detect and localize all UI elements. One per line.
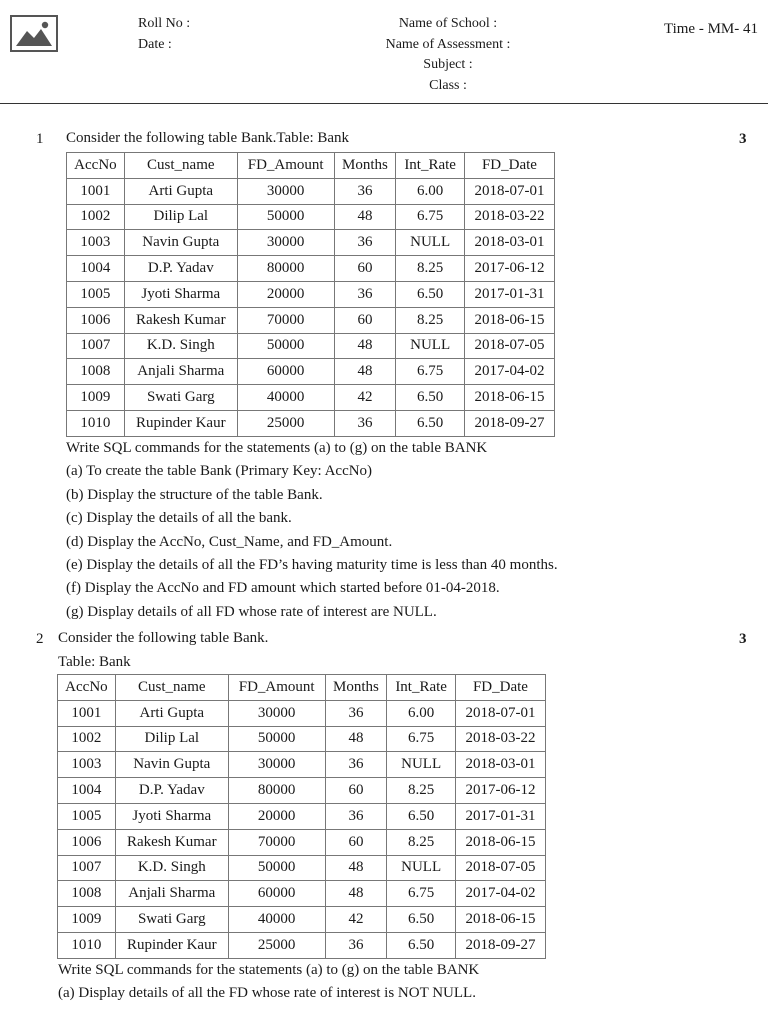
table-row — [67, 333, 555, 359]
table-cell: 48 — [334, 359, 396, 385]
table-cell: 1005 — [58, 803, 116, 829]
table-cell: 60 — [334, 307, 396, 333]
table-cell: 1004 — [58, 778, 116, 804]
date-label: Date : — [138, 37, 172, 52]
table-cell: 42 — [325, 907, 387, 933]
roll-no-label: Roll No : — [138, 16, 191, 31]
table-cell: Navin Gupta — [124, 230, 237, 256]
table-cell: 1001 — [58, 700, 116, 726]
table-cell: 60000 — [237, 359, 334, 385]
table-cell: 1001 — [67, 178, 125, 204]
column-header: FD_Date — [464, 153, 554, 179]
table-cell: Rakesh Kumar — [124, 307, 237, 333]
table-cell: NULL — [387, 855, 456, 881]
table-row — [67, 178, 555, 204]
table-cell: 2018-06-15 — [464, 385, 554, 411]
table-row — [58, 803, 546, 829]
column-header: AccNo — [67, 153, 125, 179]
table-row — [58, 829, 546, 855]
table-cell: 1010 — [58, 932, 116, 958]
table-row — [58, 778, 546, 804]
table-cell: 1003 — [58, 752, 116, 778]
table-cell: 48 — [325, 726, 387, 752]
table-cell: 48 — [325, 855, 387, 881]
table-cell: 6.50 — [396, 385, 465, 411]
table-cell: 8.25 — [396, 256, 465, 282]
table-cell: 6.50 — [396, 410, 465, 436]
table-cell: Arti Gupta — [115, 700, 228, 726]
table-cell: 80000 — [228, 778, 325, 804]
table-cell: 2018-06-15 — [464, 307, 554, 333]
table-cell: Rakesh Kumar — [115, 829, 228, 855]
table-cell: Swati Garg — [115, 907, 228, 933]
table-cell: Swati Garg — [124, 385, 237, 411]
bank-table — [57, 674, 546, 959]
table-cell: 36 — [325, 932, 387, 958]
table-cell: 2018-07-01 — [464, 178, 554, 204]
table-cell: 70000 — [237, 307, 334, 333]
table-cell: 50000 — [237, 333, 334, 359]
table-row — [67, 410, 555, 436]
table-cell: 60000 — [228, 881, 325, 907]
table-cell: 8.25 — [387, 778, 456, 804]
table-cell: Navin Gupta — [115, 752, 228, 778]
table-cell: Rupinder Kaur — [124, 410, 237, 436]
column-header: Cust_name — [115, 675, 228, 701]
statements-list — [58, 959, 479, 1006]
table-cell: 6.50 — [387, 803, 456, 829]
bank-table — [66, 152, 555, 437]
question-number: 1 — [36, 131, 44, 147]
column-header: FD_Date — [455, 675, 545, 701]
table-cell: 25000 — [228, 932, 325, 958]
table-cell: 1008 — [67, 359, 125, 385]
table-cell: 1009 — [58, 907, 116, 933]
table-cell: 2018-03-22 — [455, 726, 545, 752]
table-cell: 2017-04-02 — [455, 881, 545, 907]
table-cell: K.D. Singh — [115, 855, 228, 881]
table-cell: 1007 — [67, 333, 125, 359]
table-cell: 2018-09-27 — [455, 932, 545, 958]
table-cell: 36 — [325, 700, 387, 726]
column-header: Int_Rate — [387, 675, 456, 701]
table-row — [58, 752, 546, 778]
table-cell: 2017-01-31 — [455, 803, 545, 829]
table-cell: 48 — [334, 333, 396, 359]
table-cell: 6.75 — [396, 359, 465, 385]
table-cell: K.D. Singh — [124, 333, 237, 359]
table-cell: 1004 — [67, 256, 125, 282]
table-cell: 6.50 — [387, 907, 456, 933]
table-row — [58, 932, 546, 958]
table-cell: 60 — [325, 778, 387, 804]
table-cell: 2018-07-05 — [464, 333, 554, 359]
table-cell: 6.75 — [387, 726, 456, 752]
table-row — [67, 359, 555, 385]
table-cell: 20000 — [237, 281, 334, 307]
table-cell: 2018-06-15 — [455, 829, 545, 855]
table-cell: 60 — [334, 256, 396, 282]
column-header: Months — [334, 153, 396, 179]
table-cell: NULL — [396, 333, 465, 359]
table-cell: 2018-03-01 — [455, 752, 545, 778]
question-intro: Consider the following table Bank. — [58, 630, 269, 646]
table-caption: Table: Bank — [58, 654, 131, 670]
table-cell: 1010 — [67, 410, 125, 436]
table-cell: 8.25 — [396, 307, 465, 333]
table-row — [67, 204, 555, 230]
table-cell: 42 — [334, 385, 396, 411]
table-row — [67, 281, 555, 307]
class-label: Class : — [429, 78, 467, 93]
table-row — [67, 385, 555, 411]
table-cell: NULL — [396, 230, 465, 256]
table-cell: 2018-09-27 — [464, 410, 554, 436]
statement-line: (e) Display the details of all the FD’s having maturity time is less than 40 months. — [66, 557, 558, 574]
column-header: Months — [325, 675, 387, 701]
table-cell: 6.00 — [387, 700, 456, 726]
table-cell: 1009 — [67, 385, 125, 411]
table-cell: 6.75 — [387, 881, 456, 907]
table-cell: 1005 — [67, 281, 125, 307]
column-header: AccNo — [58, 675, 116, 701]
table-cell: 36 — [334, 410, 396, 436]
table-cell: Anjali Sharma — [124, 359, 237, 385]
table-cell: D.P. Yadav — [115, 778, 228, 804]
column-header: FD_Amount — [237, 153, 334, 179]
statement-line: (f) Display the AccNo and FD amount which started before 01-04-2018. — [66, 580, 500, 597]
table-cell: 2018-07-05 — [455, 855, 545, 881]
question-intro: Consider the following table Bank.Table: Bank — [66, 130, 350, 146]
table-cell: 8.25 — [387, 829, 456, 855]
table-cell: 25000 — [237, 410, 334, 436]
column-header: Cust_name — [124, 153, 237, 179]
table-cell: Jyoti Sharma — [115, 803, 228, 829]
subject-label: Subject : — [423, 57, 473, 72]
table-cell: 36 — [334, 230, 396, 256]
statement-line: (g) Display details of all FD whose rate of interest are NULL. — [66, 603, 437, 620]
table-cell: 48 — [334, 204, 396, 230]
table-cell: 30000 — [228, 700, 325, 726]
table-cell: 50000 — [228, 855, 325, 881]
table-cell: 36 — [334, 281, 396, 307]
table-cell: 2018-07-01 — [455, 700, 545, 726]
table-cell: 36 — [325, 803, 387, 829]
table-cell: Anjali Sharma — [115, 881, 228, 907]
table-row — [58, 907, 546, 933]
time-marks-label: Time - MM- 41 — [663, 21, 758, 37]
table-cell: 60 — [325, 829, 387, 855]
table-cell: Rupinder Kaur — [115, 932, 228, 958]
table-cell: 30000 — [237, 230, 334, 256]
table-cell: 2017-06-12 — [464, 256, 554, 282]
table-cell: 80000 — [237, 256, 334, 282]
table-cell: 2017-06-12 — [455, 778, 545, 804]
table-cell: 36 — [334, 178, 396, 204]
assessment-label: Name of Assessment : — [385, 37, 511, 52]
table-cell: 48 — [325, 881, 387, 907]
logo-image-icon — [10, 15, 58, 52]
table-cell: 1007 — [58, 855, 116, 881]
table-cell: 2018-06-15 — [455, 907, 545, 933]
statement-line: Write SQL commands for the statements (a) to (g) on the table BANK — [66, 440, 488, 456]
table-cell: 40000 — [228, 907, 325, 933]
statement-line: (d) Display the AccNo, Cust_Name, and FD_Amount. — [66, 533, 393, 550]
statement-line: (a) Display details of all the FD whose rate of interest is NOT NULL. — [58, 985, 476, 1002]
table-cell: 6.50 — [396, 281, 465, 307]
table-cell: 2018-03-22 — [464, 204, 554, 230]
table-cell: 30000 — [228, 752, 325, 778]
table-cell: 1008 — [58, 881, 116, 907]
statement-line: (b) Display the structure of the table Bank. — [66, 486, 323, 503]
table-cell: Jyoti Sharma — [124, 281, 237, 307]
table-cell: 30000 — [237, 178, 334, 204]
question-number: 2 — [36, 631, 44, 647]
table-row — [67, 256, 555, 282]
table-cell: 20000 — [228, 803, 325, 829]
question-marks: 3 — [739, 631, 747, 647]
table-cell: 1006 — [67, 307, 125, 333]
table-cell: 6.75 — [396, 204, 465, 230]
statements-list — [66, 437, 558, 624]
header-divider — [0, 103, 768, 104]
table-header-row — [67, 153, 555, 179]
table-cell: 50000 — [237, 204, 334, 230]
table-row — [67, 230, 555, 256]
table-cell: D.P. Yadav — [124, 256, 237, 282]
table-cell: 1002 — [58, 726, 116, 752]
statement-line: (a) To create the table Bank (Primary Key: AccNo) — [66, 463, 373, 480]
table-header-row — [58, 675, 546, 701]
table-row — [58, 855, 546, 881]
table-cell: 36 — [325, 752, 387, 778]
table-cell: 2017-04-02 — [464, 359, 554, 385]
table-row — [58, 881, 546, 907]
table-cell: 1003 — [67, 230, 125, 256]
table-cell: Dilip Lal — [124, 204, 237, 230]
table-cell: 50000 — [228, 726, 325, 752]
table-cell: Arti Gupta — [124, 178, 237, 204]
statement-line: (c) Display the details of all the bank. — [66, 510, 292, 527]
table-row — [58, 726, 546, 752]
statement-line: Write SQL commands for the statements (a) to (g) on the table BANK — [58, 962, 480, 978]
column-header: FD_Amount — [228, 675, 325, 701]
table-cell: 1006 — [58, 829, 116, 855]
table-cell: 1002 — [67, 204, 125, 230]
question-marks: 3 — [739, 131, 747, 147]
school-label: Name of School : — [398, 16, 498, 31]
table-cell: NULL — [387, 752, 456, 778]
table-cell: Dilip Lal — [115, 726, 228, 752]
table-cell: 6.00 — [396, 178, 465, 204]
table-cell: 70000 — [228, 829, 325, 855]
table-cell: 2017-01-31 — [464, 281, 554, 307]
table-cell: 6.50 — [387, 932, 456, 958]
table-row — [67, 307, 555, 333]
table-row — [58, 700, 546, 726]
table-cell: 2018-03-01 — [464, 230, 554, 256]
column-header: Int_Rate — [396, 153, 465, 179]
table-cell: 40000 — [237, 385, 334, 411]
